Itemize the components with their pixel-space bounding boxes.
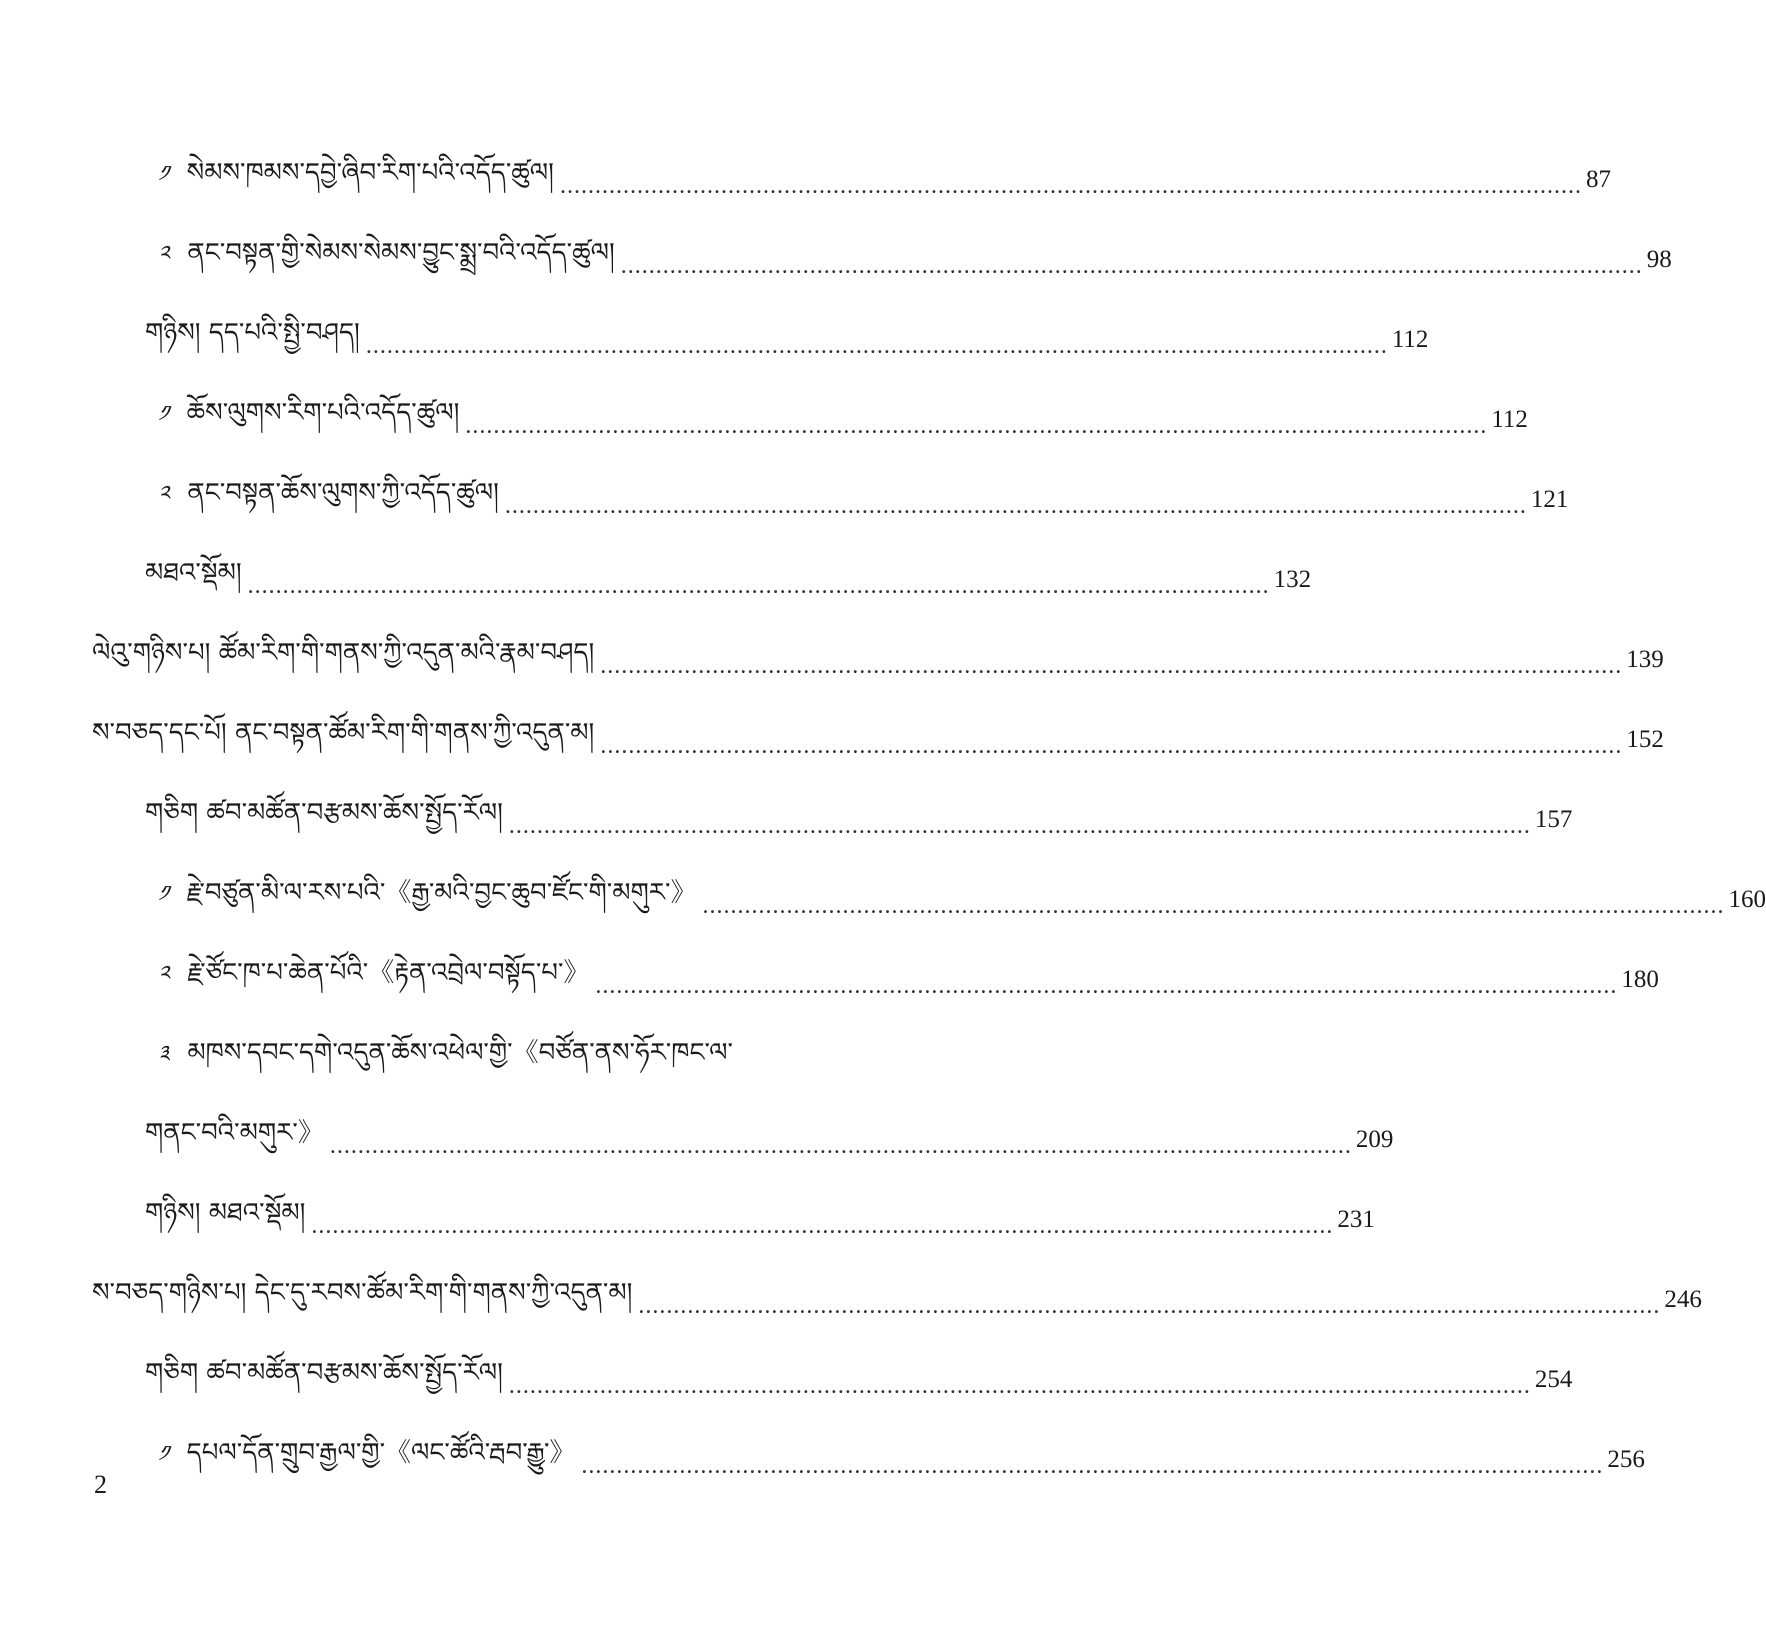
entry-page-number: 256 xyxy=(1607,1446,1645,1473)
toc-entry[interactable] xyxy=(0,1180,1375,1260)
toc-entry[interactable] xyxy=(0,220,1672,300)
entry-page-number: 231 xyxy=(1337,1206,1375,1233)
entry-title: དཔལ་དོན་གྲུབ་རྒྱལ་གྱི་《ལང་ཚོའི་རྦབ་རྒྱུ་》 xyxy=(186,1437,576,1468)
dot-leader: .................................................................................................................................................. xyxy=(638,1293,1661,1319)
entry-page-number: 209 xyxy=(1355,1126,1394,1153)
dot-leader: .................................................................................................................................................. xyxy=(508,1373,1531,1399)
dot-leader: .................................................................................................................................................. xyxy=(581,1453,1604,1479)
entry-title: གནང་བའི་མགུར་》 xyxy=(145,1117,324,1148)
dot-leader: .................................................................................................................................................. xyxy=(508,813,1531,839)
toc-entry[interactable] xyxy=(0,1420,1645,1500)
entry-title: ཆོས་ལུགས་རིག་པའི་འདོད་ཚུལ། xyxy=(186,397,460,428)
entry-page-number: 246 xyxy=(1664,1286,1702,1313)
table-of-contents xyxy=(0,140,1766,1500)
toc-entry[interactable] xyxy=(0,380,1528,460)
entry-page-number: 98 xyxy=(1646,246,1672,273)
entry-number: ༡ xyxy=(158,162,169,187)
entry-number: ༢ xyxy=(158,482,170,507)
dot-leader: .................................................................................................................................................. xyxy=(465,413,1488,439)
entry-page-number: 112 xyxy=(1391,326,1429,353)
entry-title: སེམས་ཁམས་དབྱེ་ཞིབ་རིག་པའི་འདོད་ཚུལ། xyxy=(186,157,554,188)
entry-page-number: 157 xyxy=(1534,806,1573,833)
page-number-footer: 2 xyxy=(94,1470,107,1499)
entry-title: མཐའ་སྡོམ། xyxy=(145,557,242,588)
toc-entry[interactable] xyxy=(0,1020,1124,1100)
entry-page-number: 121 xyxy=(1530,486,1569,513)
entry-title: གཉིས། མཐའ་སྡོམ། xyxy=(145,1197,306,1228)
entry-title: རྗེ་ཙོང་ཁ་པ་ཆེན་པོའི་《རྟེན་འབྲེལ་བསྟོད་པ་》 xyxy=(187,957,590,988)
entry-title: ནང་བསྟན་གྱི་སེམས་སེམས་བྱུང་སྨྲ་བའི་འདོད་ཚུལ། xyxy=(187,237,615,268)
dot-leader: .................................................................................................................................................. xyxy=(600,653,1623,679)
toc-entry[interactable] xyxy=(0,460,1569,540)
dot-leader: .................................................................................................................................................. xyxy=(504,493,1527,519)
toc-entry-continuation[interactable] xyxy=(0,1100,1394,1180)
entry-title: གཉིས། དད་པའི་སྤྱི་བཤད། xyxy=(145,317,360,348)
toc-entry[interactable] xyxy=(0,780,1573,860)
entry-title: ས་བཅད་གཉིས་པ། དེང་དུ་རབས་ཚོམ་རིག་གི་གནས་ཀྱི་འདུན་མ། xyxy=(92,1277,633,1308)
entry-title: རྗེ་བཙུན་མི་ལ་རས་པའི་《རྒྱ་མའི་བྱང་ཆུབ་ཛོང་གི་མགུར་》 xyxy=(186,877,697,908)
entry-page-number: 132 xyxy=(1273,566,1312,593)
dot-leader: .................................................................................................................................................. xyxy=(559,173,1582,199)
toc-entry[interactable] xyxy=(0,620,1664,700)
dot-leader: .................................................................................................................................................. xyxy=(365,333,1388,359)
entry-number: ༡ xyxy=(158,882,169,907)
toc-entry[interactable] xyxy=(0,140,1611,220)
entry-page-number: 87 xyxy=(1585,166,1611,193)
dot-leader: .................................................................................................................................................. xyxy=(311,1213,1334,1239)
entry-page-number: 160 xyxy=(1728,886,1766,913)
toc-entry[interactable] xyxy=(0,1260,1702,1340)
entry-number: ༡ xyxy=(158,402,169,427)
toc-entry[interactable] xyxy=(0,700,1664,780)
entry-number: ༣ xyxy=(158,1042,170,1067)
toc-entry[interactable] xyxy=(0,940,1659,1020)
toc-entry[interactable] xyxy=(0,1340,1573,1420)
entry-number: ༢ xyxy=(158,242,170,267)
entry-page-number: 254 xyxy=(1534,1366,1573,1393)
entry-title: གཅིག ཚབ་མཚོན་བརྩམས་ཆོས་སྤྱོད་རོལ། xyxy=(145,1357,503,1388)
entry-title: ནང་བསྟན་ཆོས་ལུགས་ཀྱི་འདོད་ཚུལ། xyxy=(187,477,499,508)
dot-leader: .................................................................................................................................................. xyxy=(620,253,1643,279)
toc-entry[interactable] xyxy=(0,860,1766,940)
entry-number: ༡ xyxy=(158,1442,169,1467)
dot-leader: .................................................................................................................................................. xyxy=(329,1133,1352,1159)
entry-page-number: 139 xyxy=(1626,646,1664,673)
entry-page-number: 180 xyxy=(1621,966,1659,993)
entry-page-number: 152 xyxy=(1626,726,1664,753)
dot-leader: .................................................................................................................................................. xyxy=(600,733,1623,759)
entry-title: མཁས་དབང་དགེ་འདུན་ཆོས་འཕེལ་གྱི་《བཙོན་ནས་ཧོར་ཁང་ལ་ xyxy=(187,1037,733,1068)
entry-number: ༢ xyxy=(158,962,170,987)
entry-title: ལེའུ་གཉིས་པ། ཚོམ་རིག་གི་གནས་ཀྱི་འདུན་མའི་རྣམ་བཤད། xyxy=(92,637,595,668)
toc-entry[interactable] xyxy=(0,540,1312,620)
dot-leader: .................................................................................................................................................. xyxy=(595,973,1618,999)
entry-page-number: 112 xyxy=(1491,406,1528,433)
dot-leader: .................................................................................................................................................. xyxy=(247,573,1270,599)
dot-leader: .................................................................................................................................................. xyxy=(702,893,1725,919)
toc-entry[interactable] xyxy=(0,300,1429,380)
entry-title: གཅིག ཚབ་མཚོན་བརྩམས་ཆོས་སྤྱོད་རོལ། xyxy=(145,797,503,828)
entry-title: ས་བཅད་དང་པོ། ནང་བསྟན་ཚོམ་རིག་གི་གནས་ཀྱི་འདུན་མ། xyxy=(92,717,595,748)
